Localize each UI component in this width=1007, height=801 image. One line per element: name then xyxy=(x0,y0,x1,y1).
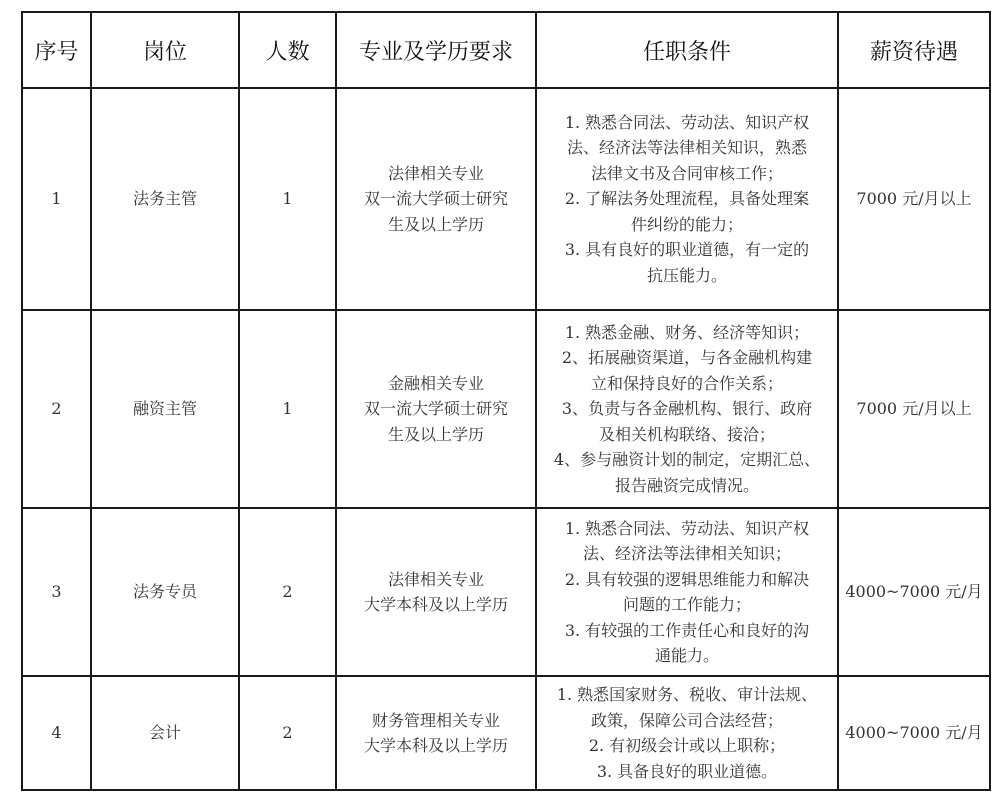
major-line: 财务管理相关专业 xyxy=(371,710,500,730)
requirement-line: 1. 熟悉合同法、劳动法、知识产权 xyxy=(564,518,810,538)
cell-requirements xyxy=(536,88,838,310)
requirement-line: 1. 熟悉合同法、劳动法、知识产权 xyxy=(564,112,810,132)
cell-count: 1 xyxy=(239,310,336,508)
table-row xyxy=(22,88,990,310)
requirement-line: 1. 熟悉金融、财务、经济等知识； xyxy=(564,322,810,342)
job-table xyxy=(21,11,991,791)
major-line: 大学本科及以上学历 xyxy=(363,595,508,614)
header-major: 专业及学历要求 xyxy=(336,12,536,88)
cell-salary: 4000~7000 元/月 xyxy=(838,508,990,676)
header-position: 岗位 xyxy=(91,12,239,88)
cell-no: 3 xyxy=(22,508,91,676)
cell-count: 2 xyxy=(239,676,336,790)
cell-no: 2 xyxy=(22,310,91,508)
requirement-line: 2、拓展融资渠道，与各金融机构建 xyxy=(561,348,813,368)
header-requirements: 任职条件 xyxy=(536,12,838,88)
requirement-line: 2. 了解法务处理流程，具备处理案 xyxy=(564,189,810,209)
header-no: 序号 xyxy=(22,12,91,88)
cell-major xyxy=(336,310,536,508)
requirement-line: 2. 具有较强的逻辑思维能力和解决 xyxy=(564,569,810,589)
requirement-line: 法、经济法等法律相关知识； xyxy=(582,544,791,563)
major-line: 金融相关专业 xyxy=(387,373,484,393)
requirement-line: 3. 具有良好的职业道德，有一定的 xyxy=(564,240,810,260)
major-line: 法律相关专业 xyxy=(387,569,484,589)
table-row xyxy=(22,310,990,508)
requirement-line: 政策，保障公司合法经营； xyxy=(590,710,783,730)
cell-major xyxy=(336,676,536,790)
major-line: 双一流大学硕士研究 xyxy=(363,189,508,209)
requirement-line: 2. 有初级会计或以上职称； xyxy=(588,736,786,755)
cell-requirements xyxy=(536,310,838,508)
cell-count: 1 xyxy=(239,88,336,310)
cell-no: 1 xyxy=(22,88,91,310)
table-row xyxy=(22,676,990,790)
cell-position: 融资主管 xyxy=(91,310,239,508)
cell-salary: 7000 元/月以上 xyxy=(838,88,990,310)
table-row xyxy=(22,508,990,676)
header-count: 人数 xyxy=(239,12,336,88)
major-line: 生及以上学历 xyxy=(387,424,484,444)
requirement-line: 法律文书及合同审核工作； xyxy=(590,163,783,183)
major-line: 双一流大学硕士研究 xyxy=(363,399,508,419)
requirement-line: 3. 具备良好的职业道德。 xyxy=(596,761,778,781)
requirement-line: 3、负责与各金融机构、银行、政府 xyxy=(561,399,813,419)
major-line: 法律相关专业 xyxy=(387,163,484,183)
header-row xyxy=(22,12,990,88)
requirement-line: 立和保持良好的合作关系； xyxy=(590,373,783,393)
requirement-line: 法、经济法等法律相关知识，熟悉 xyxy=(566,138,807,158)
cell-salary: 4000~7000 元/月 xyxy=(838,676,990,790)
requirement-line: 1. 熟悉国家财务、税收、审计法规、 xyxy=(556,685,818,704)
requirement-line: 问题的工作能力； xyxy=(622,595,751,614)
cell-no: 4 xyxy=(22,676,91,790)
requirement-line: 通能力。 xyxy=(654,646,719,665)
cell-position: 法务主管 xyxy=(91,88,239,310)
requirement-line: 4、参与融资计划的制定，定期汇总、 xyxy=(553,450,821,470)
cell-major xyxy=(336,508,536,676)
cell-salary: 7000 元/月以上 xyxy=(838,310,990,508)
cell-requirements xyxy=(536,676,838,790)
requirement-line: 及相关机构联络、接洽； xyxy=(598,424,775,444)
header-salary: 薪资待遇 xyxy=(838,12,990,88)
requirement-line: 3. 有较强的工作责任心和良好的沟 xyxy=(564,620,810,640)
cell-position: 法务专员 xyxy=(91,508,239,676)
requirement-line: 件纠纷的能力； xyxy=(630,214,743,234)
major-line: 生及以上学历 xyxy=(387,214,484,234)
requirement-line: 抗压能力。 xyxy=(646,265,727,285)
requirement-line: 报告融资完成情况。 xyxy=(614,475,759,495)
cell-major xyxy=(336,88,536,310)
cell-count: 2 xyxy=(239,508,336,676)
cell-requirements xyxy=(536,508,838,676)
major-line: 大学本科及以上学历 xyxy=(363,736,508,755)
cell-position: 会计 xyxy=(91,676,239,790)
